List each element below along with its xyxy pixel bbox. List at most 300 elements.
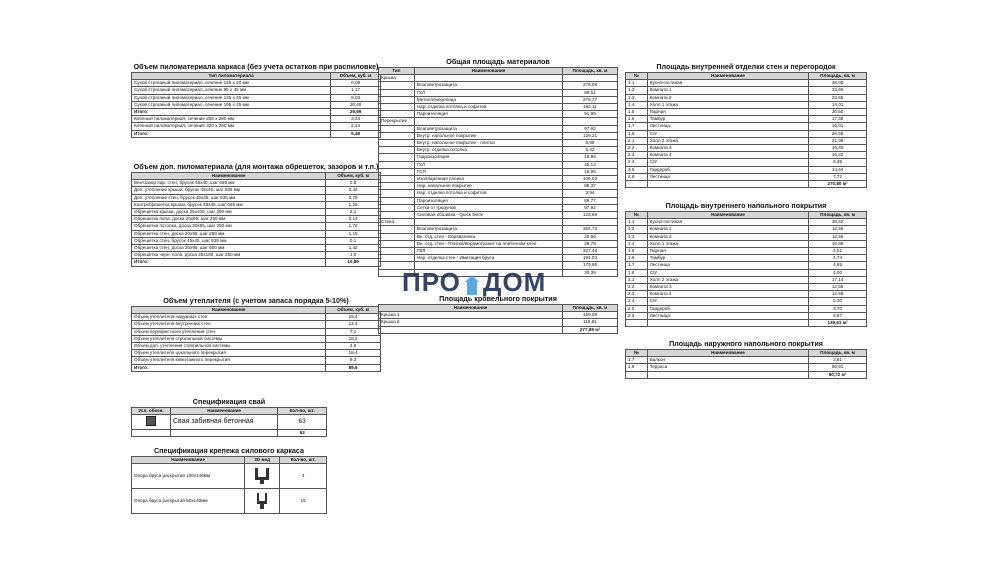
table-cell: Объем утеплителя стропильной системы bbox=[132, 335, 326, 342]
table-cell: 194,03 bbox=[563, 255, 618, 262]
table-cell: 327,48 bbox=[563, 248, 618, 255]
table-row bbox=[132, 194, 381, 201]
interior-floor-header-2: Площадь, кв. м bbox=[809, 212, 867, 219]
table-cell: Нар. отделка стен - Имитация бруса bbox=[414, 255, 562, 262]
table-cell bbox=[379, 255, 415, 262]
materials-section bbox=[378, 57, 618, 277]
table-cell: 30,39 bbox=[563, 269, 618, 276]
table-cell bbox=[379, 111, 415, 118]
table-cell: Парная bbox=[647, 109, 808, 116]
exterior-floor-table bbox=[625, 349, 867, 379]
table-row bbox=[132, 94, 381, 101]
pile-total: 63 bbox=[278, 430, 327, 437]
table-row bbox=[132, 187, 381, 194]
table-cell: 354,73 bbox=[563, 226, 618, 233]
table-row bbox=[379, 255, 618, 262]
table-cell: Тамбур bbox=[647, 255, 808, 262]
table-cell bbox=[379, 226, 415, 233]
table-cell: Обрешетка стен, брусок 45x45, шаг 635 мм bbox=[132, 237, 326, 244]
table-cell: С/У bbox=[647, 130, 808, 137]
table-cell: 0,42 bbox=[326, 187, 381, 194]
table-cell: 9,3 bbox=[326, 357, 381, 364]
piles-title: Спецификация свай bbox=[192, 397, 266, 406]
piles-table bbox=[131, 407, 327, 437]
table-cell: Крыша bbox=[379, 75, 415, 82]
table-cell bbox=[379, 176, 415, 183]
table-cell: Влаговетрозащита bbox=[414, 125, 562, 132]
table-cell: Лестница bbox=[647, 312, 808, 319]
table-cell: 1.2 bbox=[626, 226, 648, 233]
table-cell: 38,05 bbox=[809, 80, 867, 87]
table-cell bbox=[379, 233, 415, 240]
table-cell: 89,51 bbox=[563, 89, 618, 96]
table-cell bbox=[379, 168, 415, 175]
table-cell: Объем утеплителя внутренних стен bbox=[132, 321, 326, 328]
table-cell: 18,96 bbox=[563, 154, 618, 161]
table-cell: 1,72 bbox=[326, 223, 381, 230]
table-row bbox=[626, 233, 867, 240]
interior-floor-header-1: Наименование bbox=[647, 212, 808, 219]
table-cell bbox=[647, 181, 808, 188]
table-row bbox=[132, 216, 381, 223]
table-row bbox=[379, 183, 618, 190]
table-row bbox=[132, 130, 381, 137]
table-cell: Вн. отд. стен - Плитка/Керамогранит на плиточном клее bbox=[414, 240, 562, 247]
insulation-title: Объем утеплителя (с учетом запаса порядка 5-10%) bbox=[163, 296, 349, 305]
materials-header-2: Площадь, кв. м bbox=[563, 68, 618, 75]
table-cell: 2.1 bbox=[626, 137, 648, 144]
table-cell: Комната 4 bbox=[647, 291, 808, 298]
table-cell: 278,77 bbox=[563, 96, 618, 103]
table-row bbox=[626, 116, 867, 123]
table-cell: 21,06 bbox=[809, 137, 867, 144]
table-cell bbox=[414, 118, 562, 125]
table-cell: Вентзазор нар. стен, брусок 45x45, шаг 635 мм bbox=[132, 180, 326, 187]
table-cell: 8,03 bbox=[331, 94, 381, 101]
interior-walls-header-0: № bbox=[626, 73, 648, 80]
table-cell: Объем перекрестного утепления стен bbox=[132, 328, 326, 335]
bracket-50-icon bbox=[254, 491, 270, 511]
table-cell: 12,56 bbox=[809, 291, 867, 298]
table-cell: 1.7 bbox=[626, 123, 648, 130]
table-row bbox=[379, 240, 618, 247]
table-cell: 4,00 bbox=[809, 269, 867, 276]
table-row bbox=[379, 190, 618, 197]
table-row bbox=[132, 80, 381, 87]
table-cell bbox=[379, 183, 415, 190]
fasteners-section bbox=[131, 446, 327, 514]
fasteners-header-qty: Кол-во, шт. bbox=[280, 457, 327, 464]
pile-total-empty bbox=[132, 430, 171, 437]
table-cell bbox=[379, 197, 415, 204]
table-cell: Комната 3 bbox=[647, 145, 808, 152]
table-cell: 179,68 bbox=[563, 262, 618, 269]
table-row bbox=[626, 269, 867, 276]
table-cell: С/У bbox=[647, 159, 808, 166]
table-cell: 2.6 bbox=[626, 173, 648, 180]
table-cell: 118,81 bbox=[563, 319, 618, 326]
table-cell: 0,8 bbox=[326, 180, 381, 187]
table-cell: 106,03 bbox=[563, 176, 618, 183]
table-row bbox=[379, 89, 618, 96]
pile-symbol bbox=[132, 415, 171, 430]
table-row bbox=[626, 248, 867, 255]
table-cell: Гардероб bbox=[647, 166, 808, 173]
table-cell bbox=[379, 147, 415, 154]
table-cell: 10,89 bbox=[326, 259, 381, 266]
table-cell: Комната 3 bbox=[647, 284, 808, 291]
table-row bbox=[379, 104, 618, 111]
table-row bbox=[132, 252, 381, 259]
table-cell: Лестница bbox=[647, 262, 808, 269]
table-cell: 4,74 bbox=[809, 255, 867, 262]
interior-walls-section bbox=[625, 62, 867, 188]
table-cell bbox=[626, 371, 648, 378]
watermark-right: ДОМ bbox=[482, 267, 547, 297]
table-cell: 3,8 bbox=[326, 343, 381, 350]
table-cell bbox=[379, 154, 415, 161]
table-cell: 6,35 bbox=[809, 159, 867, 166]
table-row bbox=[379, 75, 618, 82]
table-row bbox=[132, 101, 381, 108]
roofing-title: Площадь кровельного покрытия bbox=[439, 294, 557, 303]
table-cell: 2.5 bbox=[626, 166, 648, 173]
materials-header-1: Наименование bbox=[414, 68, 562, 75]
roofing-header-0: Наименование bbox=[379, 305, 563, 312]
table-cell: 1.3 bbox=[626, 233, 648, 240]
table-cell: 20,59 bbox=[809, 130, 867, 137]
table-cell: 7,1 bbox=[326, 328, 381, 335]
fastener-3d-2 bbox=[245, 489, 280, 514]
roofing-section bbox=[378, 294, 618, 334]
table-cell: Итого: bbox=[132, 259, 326, 266]
table-cell: 20,40 bbox=[331, 101, 381, 108]
table-cell: С/У bbox=[647, 269, 808, 276]
table-row bbox=[379, 168, 618, 175]
table-cell: 1,17 bbox=[331, 87, 381, 94]
table-cell: 3,70 bbox=[809, 305, 867, 312]
table-row bbox=[132, 230, 381, 237]
table-cell: Комната 2 bbox=[647, 233, 808, 240]
table-cell: Стена bbox=[379, 219, 415, 226]
table-cell: 5,30 bbox=[809, 298, 867, 305]
table-cell: 17,35 bbox=[809, 116, 867, 123]
interior-walls-table bbox=[625, 72, 867, 188]
table-cell bbox=[414, 219, 562, 226]
table-row bbox=[626, 291, 867, 298]
table-cell: 2.6 bbox=[626, 312, 648, 319]
table-cell bbox=[379, 204, 415, 211]
table-row bbox=[626, 94, 867, 101]
table-cell: Лестница bbox=[647, 123, 808, 130]
table-cell: 14,64 bbox=[809, 166, 867, 173]
table-cell bbox=[414, 75, 562, 82]
table-cell: Клееный пиломатериал, сечение 200 x 200 мм bbox=[132, 116, 331, 123]
roofing-table bbox=[378, 304, 618, 334]
table-cell: Холл 2 этажа bbox=[647, 137, 808, 144]
table-cell: ГКЛ bbox=[414, 161, 562, 168]
table-cell: Итого: bbox=[132, 109, 331, 116]
table-cell: Нар. отделка потолка и софитов bbox=[414, 104, 562, 111]
table-cell: 12,56 bbox=[809, 284, 867, 291]
table-cell: 2.2 bbox=[626, 284, 648, 291]
table-row bbox=[132, 209, 381, 216]
table-cell: Силовая обшивка - Quick Deck bbox=[414, 212, 562, 219]
table-cell bbox=[379, 326, 563, 333]
table-row bbox=[626, 255, 867, 262]
pile-name: Свая забивная бетонная bbox=[171, 415, 278, 430]
table-row bbox=[379, 219, 618, 226]
table-cell: Обрешетка пола, доска 20x95, шаг 250 мм bbox=[132, 216, 326, 223]
table-cell bbox=[563, 75, 618, 82]
table-cell: Крыша 1 bbox=[379, 312, 563, 319]
fastener-qty-1: 4 bbox=[280, 464, 327, 489]
table-cell: 1,26 bbox=[326, 201, 381, 208]
house-icon bbox=[464, 272, 480, 294]
table-row bbox=[379, 176, 618, 183]
table-cell: С/У bbox=[647, 298, 808, 305]
table-cell: Перекрытие bbox=[379, 118, 415, 125]
table-cell: 7,72 bbox=[809, 173, 867, 180]
table-cell: 3,81 bbox=[809, 357, 867, 364]
table-row bbox=[379, 82, 618, 89]
table-cell: 86,91 bbox=[809, 364, 867, 371]
table-cell: Сухой строганый пиломатериал, сечение 145 x 45 мм bbox=[132, 94, 331, 101]
exterior-floor-header-2: Площадь, кв. м bbox=[809, 350, 867, 357]
insulation-header-1: Объем, куб. м bbox=[326, 307, 381, 314]
table-cell: Итого: bbox=[132, 130, 331, 137]
table-cell bbox=[563, 118, 618, 125]
table-row bbox=[626, 101, 867, 108]
table-cell bbox=[379, 104, 415, 111]
lumber-extra-section bbox=[131, 162, 381, 267]
table-cell: 2.4 bbox=[626, 298, 648, 305]
lumber-extra-table bbox=[131, 172, 381, 267]
table-cell: 1.2 bbox=[626, 87, 648, 94]
table-row bbox=[132, 116, 381, 123]
table-row bbox=[132, 245, 381, 252]
table-cell: ГСП bbox=[414, 168, 562, 175]
table-cell: 2.3 bbox=[626, 152, 648, 159]
table-cell bbox=[379, 140, 415, 147]
lumber-extra-title: Объем доп. пиломатериала (для монтажа обрешеток, зазоров и т.п.) bbox=[133, 162, 379, 171]
table-row bbox=[379, 132, 618, 139]
table-row bbox=[379, 312, 618, 319]
table-cell: Доп. утепление крыши, брусок 45x45, шаг 635 мм bbox=[132, 187, 326, 194]
table-cell bbox=[563, 219, 618, 226]
table-cell: 159,08 bbox=[563, 312, 618, 319]
table-cell: 1.6 bbox=[626, 255, 648, 262]
table-cell: 30,42 bbox=[809, 219, 867, 226]
table-cell: 2.3 bbox=[626, 291, 648, 298]
table-cell: Комната 1 bbox=[647, 226, 808, 233]
table-cell: 33,65 bbox=[809, 94, 867, 101]
table-cell bbox=[379, 248, 415, 255]
piles-header-symbol: Усл. обозн. bbox=[132, 408, 171, 415]
table-cell: 1.8 bbox=[626, 130, 648, 137]
table-cell: 1.9 bbox=[626, 364, 648, 371]
table-row bbox=[626, 276, 867, 283]
table-row bbox=[626, 298, 867, 305]
table-cell: Нар. отделка потолка и софитов bbox=[414, 190, 562, 197]
table-row bbox=[132, 321, 381, 328]
table-cell: 91,95 bbox=[563, 111, 618, 118]
table-cell: 1.4 bbox=[626, 101, 648, 108]
table-cell: Крыша 2 bbox=[379, 319, 563, 326]
table-cell: 2,14 bbox=[331, 123, 381, 130]
table-cell: Обрешетка стен, доска 20x95, шаг 250 мм bbox=[132, 230, 326, 237]
table-row bbox=[379, 154, 618, 161]
insulation-header-0: Наименование bbox=[132, 307, 326, 314]
table-cell: Холл 2 этажа bbox=[647, 276, 808, 283]
table-cell: 36,79 bbox=[563, 240, 618, 247]
table-row bbox=[626, 145, 867, 152]
table-cell: 1.7 bbox=[626, 357, 648, 364]
exterior-floor-header-1: Наименование bbox=[647, 350, 808, 357]
exterior-floor-section bbox=[625, 339, 867, 379]
table-row bbox=[626, 123, 867, 130]
table-cell: Лестница bbox=[647, 173, 808, 180]
table-row bbox=[379, 212, 618, 219]
table-cell: 2.2 bbox=[626, 145, 648, 152]
table-cell: Итого: bbox=[132, 364, 326, 371]
table-row bbox=[626, 305, 867, 312]
table-cell: 90,72 м² bbox=[809, 371, 867, 378]
table-cell: 5,48 bbox=[331, 130, 381, 137]
table-cell: Обрешетка стен, доска 20x95, шаг 600 мм bbox=[132, 245, 326, 252]
table-cell: Влаговетрозащита bbox=[414, 82, 562, 89]
table-row bbox=[132, 364, 381, 371]
table-row bbox=[132, 223, 381, 230]
table-cell: Сетка от грызунов bbox=[414, 204, 562, 211]
table-row bbox=[379, 111, 618, 118]
table-cell: 8,99 bbox=[563, 140, 618, 147]
table-cell: 162,11 bbox=[563, 104, 618, 111]
interior-walls-header-2: Площадь, кв. м bbox=[809, 73, 867, 80]
interior-floor-title: Площадь внутреннего напольного покрытия bbox=[665, 201, 827, 210]
materials-title: Общая площадь материалов bbox=[446, 57, 550, 66]
table-cell: 89,37 bbox=[563, 183, 618, 190]
table-row bbox=[132, 335, 381, 342]
table-row bbox=[379, 140, 618, 147]
table-cell: 3,94 bbox=[563, 190, 618, 197]
table-cell: 1.1 bbox=[626, 219, 648, 226]
table-cell: Объем доп. утепления стропильной системы bbox=[132, 343, 326, 350]
table-cell: 20,66 bbox=[563, 233, 618, 240]
table-cell: Объем утеплителя цокольного перекрытия bbox=[132, 350, 326, 357]
table-cell: Металлочерепица bbox=[414, 96, 562, 103]
table-cell: Пароизоляция bbox=[414, 197, 562, 204]
table-cell: 97,92 bbox=[563, 204, 618, 211]
table-cell: Комната 4 bbox=[647, 152, 808, 159]
table-row bbox=[626, 173, 867, 180]
table-cell: Сухой строганый пиломатериал, сечение 195 x 45 мм bbox=[132, 101, 331, 108]
table-row bbox=[379, 248, 618, 255]
table-cell: 33,65 bbox=[809, 87, 867, 94]
table-row bbox=[626, 226, 867, 233]
table-cell: Доп. утепление стен, брусок 45x45, шаг 635 мм bbox=[132, 194, 326, 201]
table-cell: 10,86 bbox=[809, 240, 867, 247]
table-cell: Балкон bbox=[647, 357, 808, 364]
table-row bbox=[132, 328, 381, 335]
table-cell: 16,01 bbox=[809, 123, 867, 130]
table-cell: 1.3 bbox=[626, 94, 648, 101]
table-row bbox=[626, 130, 867, 137]
table-cell: 18,4 bbox=[326, 350, 381, 357]
table-row bbox=[626, 137, 867, 144]
lumber-extra-header-1: Объем, куб. м bbox=[326, 173, 381, 180]
table-cell: 1,0 bbox=[326, 252, 381, 259]
table-cell: Сухой строганый пиломатериал, сечение 95 x 45 мм bbox=[132, 87, 331, 94]
table-cell: 1.5 bbox=[626, 109, 648, 116]
table-cell: Гардероб bbox=[647, 305, 808, 312]
table-row bbox=[626, 181, 867, 188]
table-cell: 1,15 bbox=[326, 230, 381, 237]
table-row bbox=[626, 284, 867, 291]
table-cell: 89,6 bbox=[326, 364, 381, 371]
table-cell: 16,40 bbox=[809, 152, 867, 159]
table-cell: 12,56 bbox=[809, 233, 867, 240]
table-cell: 17,14 bbox=[809, 276, 867, 283]
materials-header-0: Тип bbox=[379, 68, 415, 75]
table-cell: 0,13 bbox=[326, 216, 381, 223]
table-row bbox=[626, 240, 867, 247]
table-cell: Сухой строганый пиломатериал, сечение 145 x 20 мм bbox=[132, 80, 331, 87]
table-cell bbox=[647, 371, 808, 378]
table-cell: 139,61 м² bbox=[809, 320, 867, 327]
table-row bbox=[132, 87, 381, 94]
table-cell: Объем утеплителя наружных стен bbox=[132, 314, 326, 321]
table-cell bbox=[379, 161, 415, 168]
table-cell: 277,89 м² bbox=[563, 326, 618, 333]
lumber-frame-header-0: Тип пиломатериала bbox=[132, 73, 331, 80]
lumber-extra-header-0: Наименование bbox=[132, 173, 326, 180]
table-row bbox=[132, 343, 381, 350]
table-cell: Холл 1 этажа bbox=[647, 101, 808, 108]
table-cell: 14,01 bbox=[809, 101, 867, 108]
table-cell bbox=[626, 181, 648, 188]
table-cell: Тамбур bbox=[647, 116, 808, 123]
interior-walls-header-1: Наименование bbox=[647, 73, 808, 80]
table-row bbox=[132, 357, 381, 364]
table-row bbox=[379, 319, 618, 326]
table-cell: 1.7 bbox=[626, 262, 648, 269]
table-cell: 1,42 bbox=[326, 245, 381, 252]
table-row bbox=[626, 364, 867, 371]
table-cell: Клееный пиломатериал, сечение 320 x 200 мм bbox=[132, 123, 331, 130]
table-cell: 18,2 bbox=[326, 335, 381, 342]
fastener-name-1: Опора бруса раскрытая 100x140мм bbox=[132, 464, 245, 489]
table-row bbox=[379, 147, 618, 154]
table-row bbox=[132, 201, 381, 208]
table-cell: Объем утеплителя межэтажного перекрытия bbox=[132, 357, 326, 364]
table-cell: 129,21 bbox=[563, 132, 618, 139]
roofing-header-1: Площадь, кв. м bbox=[563, 305, 618, 312]
table-cell: 123,68 bbox=[563, 212, 618, 219]
interior-floor-header-0: № bbox=[626, 212, 648, 219]
table-cell bbox=[379, 212, 415, 219]
table-row bbox=[132, 109, 381, 116]
table-row bbox=[379, 204, 618, 211]
table-cell: Изоляционная пленка bbox=[414, 176, 562, 183]
exterior-floor-title: Площадь наружного напольного покрытия bbox=[669, 339, 823, 348]
table-cell: 4,51 bbox=[809, 248, 867, 255]
table-cell: Кухня-гостиная bbox=[647, 80, 808, 87]
table-row bbox=[626, 152, 867, 159]
table-row bbox=[626, 109, 867, 116]
table-cell bbox=[647, 320, 808, 327]
table-cell: 29,69 bbox=[331, 109, 381, 116]
